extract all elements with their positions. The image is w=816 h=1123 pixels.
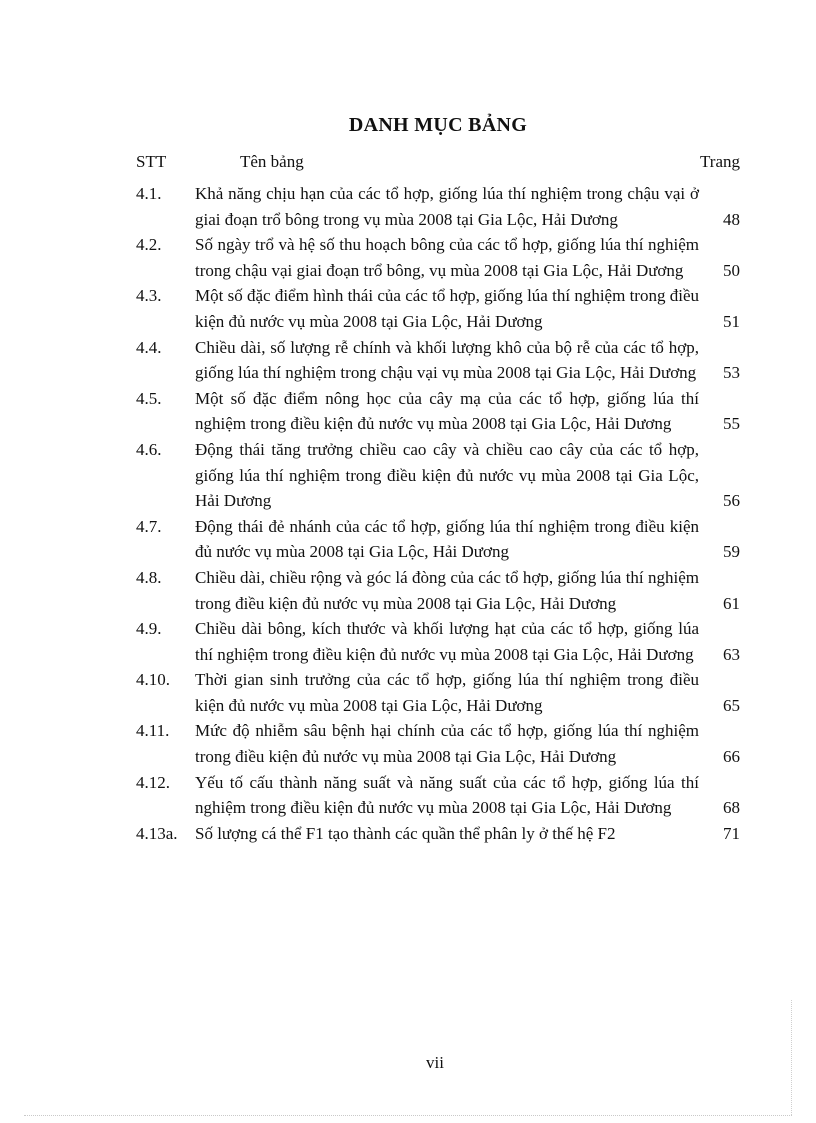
table-number: 4.5. [136, 388, 162, 408]
table-number: 4.1. [136, 184, 162, 203]
page-number: 68 [723, 798, 740, 818]
table-title: Một số đặc điểm nông học của cây mạ của các tổ hợp, giống lúa thí nghiệm trong điều kiện đủ nước vụ mùa 2008 tại Gia Lộc, Hải Dương [195, 388, 699, 434]
list-item [136, 514, 740, 565]
table-number: 4.12. [136, 772, 170, 792]
table-number: 4.13a. [136, 823, 178, 843]
list-item [136, 232, 740, 283]
page-number: 59 [723, 542, 740, 562]
header-stt: STT [136, 152, 167, 171]
page-number: 50 [723, 260, 740, 280]
page-number: 71 [723, 823, 740, 843]
page-number: 61 [723, 593, 740, 613]
list-item [136, 335, 740, 386]
list-item [136, 386, 740, 437]
list-item [136, 616, 740, 667]
table-number: 4.4. [136, 337, 162, 357]
page-number: 66 [723, 747, 740, 767]
page-number: 65 [723, 695, 740, 715]
page-number: 51 [723, 311, 740, 331]
list-item [136, 821, 740, 847]
table-header [136, 152, 740, 174]
header-page: Trang [700, 152, 740, 171]
list-item [136, 181, 740, 232]
table-title: Số lượng cá thể F1 tạo thành các quần thể phân ly ở thế hệ F2 [195, 823, 616, 843]
table-number: 4.6. [136, 439, 162, 459]
page-number: 63 [723, 644, 740, 664]
list-item [136, 283, 740, 334]
table-number: 4.3. [136, 286, 162, 306]
table-title: Chiều dài, chiều rộng và góc lá đòng của các tổ hợp, giống lúa thí nghiệm trong điều kiện đủ nước vụ mùa 2008 tại Gia Lộc, Hải Dương [195, 567, 699, 613]
page-number: 55 [723, 414, 740, 434]
header-table-name: Tên bảng [240, 152, 304, 171]
table-title: Động thái đẻ nhánh của các tổ hợp, giống lúa thí nghiệm trong điều kiện đủ nước vụ mùa 2008 tại Gia Lộc, Hải Dương [195, 516, 699, 562]
list-item [136, 718, 740, 769]
table-number: 4.10. [136, 670, 170, 690]
page-number: 53 [723, 363, 740, 383]
table-title: Chiều dài, số lượng rễ chính và khối lượng khô của bộ rễ của các tổ hợp, giống lúa thí nghiệm trong chậu vại vụ mùa 2008 tại Gia Lộc, Hải Dương [195, 337, 699, 383]
page-number: 48 [723, 209, 740, 229]
table-title: Chiều dài bông, kích thước và khối lượng hạt của các tổ hợp, giống lúa thí nghiệm trong điều kiện đủ nước vụ mùa 2008 tại Gia Lộc, Hải Dương [195, 619, 699, 664]
table-title: Động thái tăng trưởng chiều cao cây và chiều cao cây của các tổ hợp, giống lúa thí nghiệm trong điều kiện đủ nước vụ mùa 2008 tại Gia Lộc, Hải Dương [195, 439, 699, 511]
table-title: Yếu tố cấu thành năng suất và năng suất của các tổ hợp, giống lúa thí nghiệm trong điều kiện đủ nước vụ mùa 2008 tại Gia Lộc, Hải Dương [195, 772, 699, 818]
table-title: Số ngày trổ và hệ số thu hoạch bông của các tổ hợp, giống lúa thí nghiệm trong chậu vại giai đoạn trổ bông, vụ mùa 2008 tại Gia Lộc, Hải Dương [195, 235, 699, 280]
list-item [136, 565, 740, 616]
table-title: Một số đặc điểm hình thái của các tổ hợp, giống lúa thí nghiệm trong điều kiện đủ nước vụ mùa 2008 tại Gia Lộc, Hải Dương [195, 286, 699, 331]
table-title: Thời gian sinh trưởng của các tổ hợp, giống lúa thí nghiệm trong điều kiện đủ nước vụ mùa 2008 tại Gia Lộc, Hải Dương [195, 670, 699, 715]
table-number: 4.7. [136, 516, 162, 536]
table-title: Mức độ nhiễm sâu bệnh hại chính của các tổ hợp, giống lúa thí nghiệm trong điều kiện đủ nước vụ mùa 2008 tại Gia Lộc, Hải Dương [195, 721, 699, 767]
list-item [136, 667, 740, 718]
page-title: DANH MỤC BẢNG [348, 114, 528, 136]
table-number: 4.2. [136, 235, 162, 255]
table-number: 4.11. [136, 721, 170, 741]
list-item [136, 437, 740, 514]
table-number: 4.8. [136, 567, 162, 587]
footer-page-number: vii [426, 1053, 444, 1072]
table-number: 4.9. [136, 619, 162, 639]
page-border-bottom [24, 1115, 792, 1116]
table-list [136, 181, 740, 846]
page-border-right [791, 1000, 792, 1115]
list-item [136, 770, 740, 821]
table-title: Khả năng chịu hạn của các tổ hợp, giống lúa thí nghiệm trong chậu vại ở giai đoạn trổ bông trong vụ mùa 2008 tại Gia Lộc, Hải Dương [195, 184, 699, 229]
page-number: 56 [723, 491, 740, 511]
